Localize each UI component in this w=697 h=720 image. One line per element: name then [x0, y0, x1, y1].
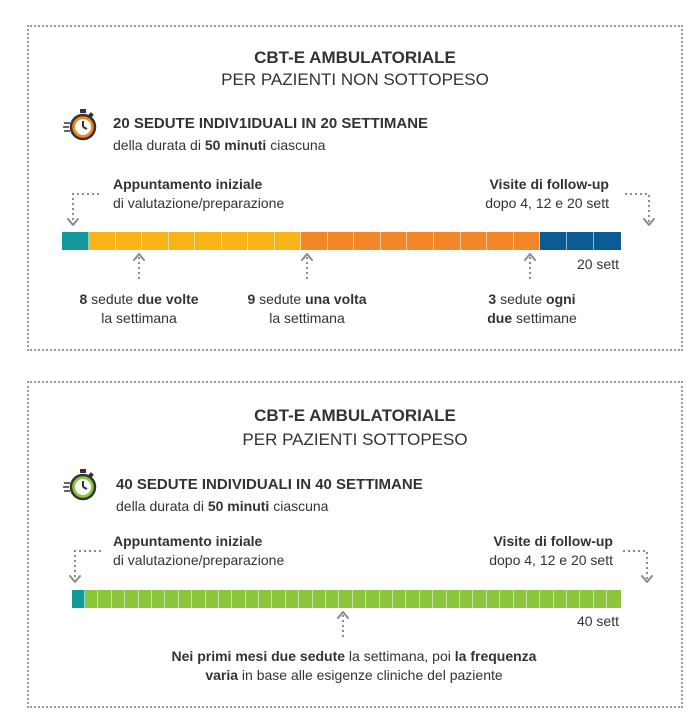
session-segment-treatment	[152, 590, 165, 608]
session-segment-twice-weekly	[195, 232, 222, 250]
followup-label: Visite di follow-up dopo 4, 12 e 20 sett	[485, 176, 609, 211]
session-segment-treatment	[232, 590, 245, 608]
session-segment-weekly	[487, 232, 514, 250]
session-segment-treatment	[206, 590, 219, 608]
session-segment-treatment	[272, 590, 285, 608]
dotted-arrow-icon	[69, 549, 109, 589]
panel-title: CBT-E AMBULATORIALE	[254, 48, 456, 67]
phase-weekly-label: 9 sedute una volta la settimana	[247, 291, 367, 326]
session-segment-weekly	[434, 232, 461, 250]
session-segment-weekly	[407, 232, 434, 250]
session-timeline-bar	[72, 590, 621, 608]
session-segment-twice-weekly	[142, 232, 169, 250]
timeline-end-label: 20 sett	[576, 256, 619, 272]
session-segment-treatment	[85, 590, 98, 608]
session-segment-twice-weekly	[169, 232, 196, 250]
panel-non-underweight	[27, 25, 683, 351]
session-segment-treatment	[326, 590, 339, 608]
session-segment-treatment	[286, 590, 299, 608]
session-segment-twice-weekly	[222, 232, 249, 250]
session-segment-treatment	[179, 590, 192, 608]
session-timeline-bar	[62, 232, 621, 250]
initial-appointment-label: Appuntamento iniziale di valutazione/preparazione	[113, 533, 285, 568]
panel-underweight	[27, 381, 683, 708]
sessions-headline: 20 SEDUTE INDIV1IDUALI IN 20 SETTIMANE	[113, 115, 429, 132]
session-segment-treatment	[554, 590, 567, 608]
session-segment-treatment	[514, 590, 527, 608]
session-segment-twice-weekly	[248, 232, 275, 250]
session-segment-treatment	[567, 590, 580, 608]
session-segment-treatment	[299, 590, 312, 608]
session-duration: della durata di 50 minuti ciascuna	[116, 498, 329, 514]
session-segment-initial	[62, 232, 89, 250]
session-segment-weekly	[354, 232, 381, 250]
session-duration: della durata di 50 minuti ciascuna	[113, 137, 326, 153]
stopwatch-icon	[63, 468, 99, 502]
session-segment-twice-weekly	[275, 232, 302, 250]
session-segment-treatment	[165, 590, 178, 608]
session-segment-treatment	[500, 590, 513, 608]
sessions-headline: 40 SEDUTE INDIVIDUALI IN 40 SETTIMANE	[116, 476, 423, 493]
stopwatch-icon	[63, 108, 99, 142]
session-segment-treatment	[98, 590, 111, 608]
initial-appointment-label: Appuntamento iniziale di valutazione/preparazione	[113, 176, 285, 211]
phase-twice-weekly-label: 8 sedute due volte la settimana	[79, 291, 199, 326]
session-segment-treatment	[339, 590, 352, 608]
panel-subtitle: PER PAZIENTI NON SOTTOPESO	[221, 70, 489, 89]
dotted-arrow-icon	[621, 549, 661, 589]
session-segment-treatment	[112, 590, 125, 608]
session-segment-treatment	[527, 590, 540, 608]
session-segment-treatment	[433, 590, 446, 608]
session-segment-weekly	[301, 232, 328, 250]
panel-subtitle: PER PAZIENTI SOTTOPESO	[242, 430, 468, 449]
session-segment-treatment	[393, 590, 406, 608]
session-segment-treatment	[580, 590, 593, 608]
phase-biweekly-label: 3 sedute ogni due settimane	[487, 291, 577, 326]
session-segment-treatment	[447, 590, 460, 608]
dotted-arrow-icon	[623, 192, 663, 232]
session-segment-treatment	[366, 590, 379, 608]
session-segment-weekly	[381, 232, 408, 250]
session-segment-treatment	[487, 590, 500, 608]
session-segment-twice-weekly	[89, 232, 116, 250]
session-segment-treatment	[473, 590, 486, 608]
session-segment-every-two-weeks	[540, 232, 567, 250]
dotted-arrow-icon	[297, 253, 317, 283]
session-segment-treatment	[607, 590, 620, 608]
followup-label: Visite di follow-up dopo 4, 12 e 20 sett	[489, 533, 613, 568]
panel-title: CBT-E AMBULATORIALE	[254, 406, 456, 425]
session-segment-weekly	[514, 232, 541, 250]
session-segment-treatment	[380, 590, 393, 608]
session-segment-treatment	[540, 590, 553, 608]
session-segment-weekly	[461, 232, 488, 250]
session-segment-treatment	[594, 590, 607, 608]
dotted-arrow-icon	[129, 253, 149, 283]
session-segment-treatment	[139, 590, 152, 608]
session-segment-treatment	[192, 590, 205, 608]
session-segment-treatment	[246, 590, 259, 608]
session-segment-weekly	[328, 232, 355, 250]
session-segment-initial	[72, 590, 85, 608]
session-segment-treatment	[125, 590, 138, 608]
frequency-note: Nei primi mesi due sedute la settimana, poi la frequenza varia in base alle esigenze cliniche del paziente	[171, 648, 537, 683]
session-segment-twice-weekly	[116, 232, 143, 250]
session-segment-treatment	[259, 590, 272, 608]
dotted-arrow-icon	[67, 192, 107, 232]
dotted-arrow-icon	[333, 611, 353, 641]
session-segment-treatment	[353, 590, 366, 608]
session-segment-treatment	[420, 590, 433, 608]
session-segment-treatment	[406, 590, 419, 608]
session-segment-every-two-weeks	[567, 232, 594, 250]
session-segment-treatment	[313, 590, 326, 608]
timeline-end-label: 40 sett	[576, 613, 619, 629]
dotted-arrow-icon	[520, 253, 540, 283]
session-segment-treatment	[460, 590, 473, 608]
session-segment-treatment	[219, 590, 232, 608]
session-segment-every-two-weeks	[594, 232, 621, 250]
